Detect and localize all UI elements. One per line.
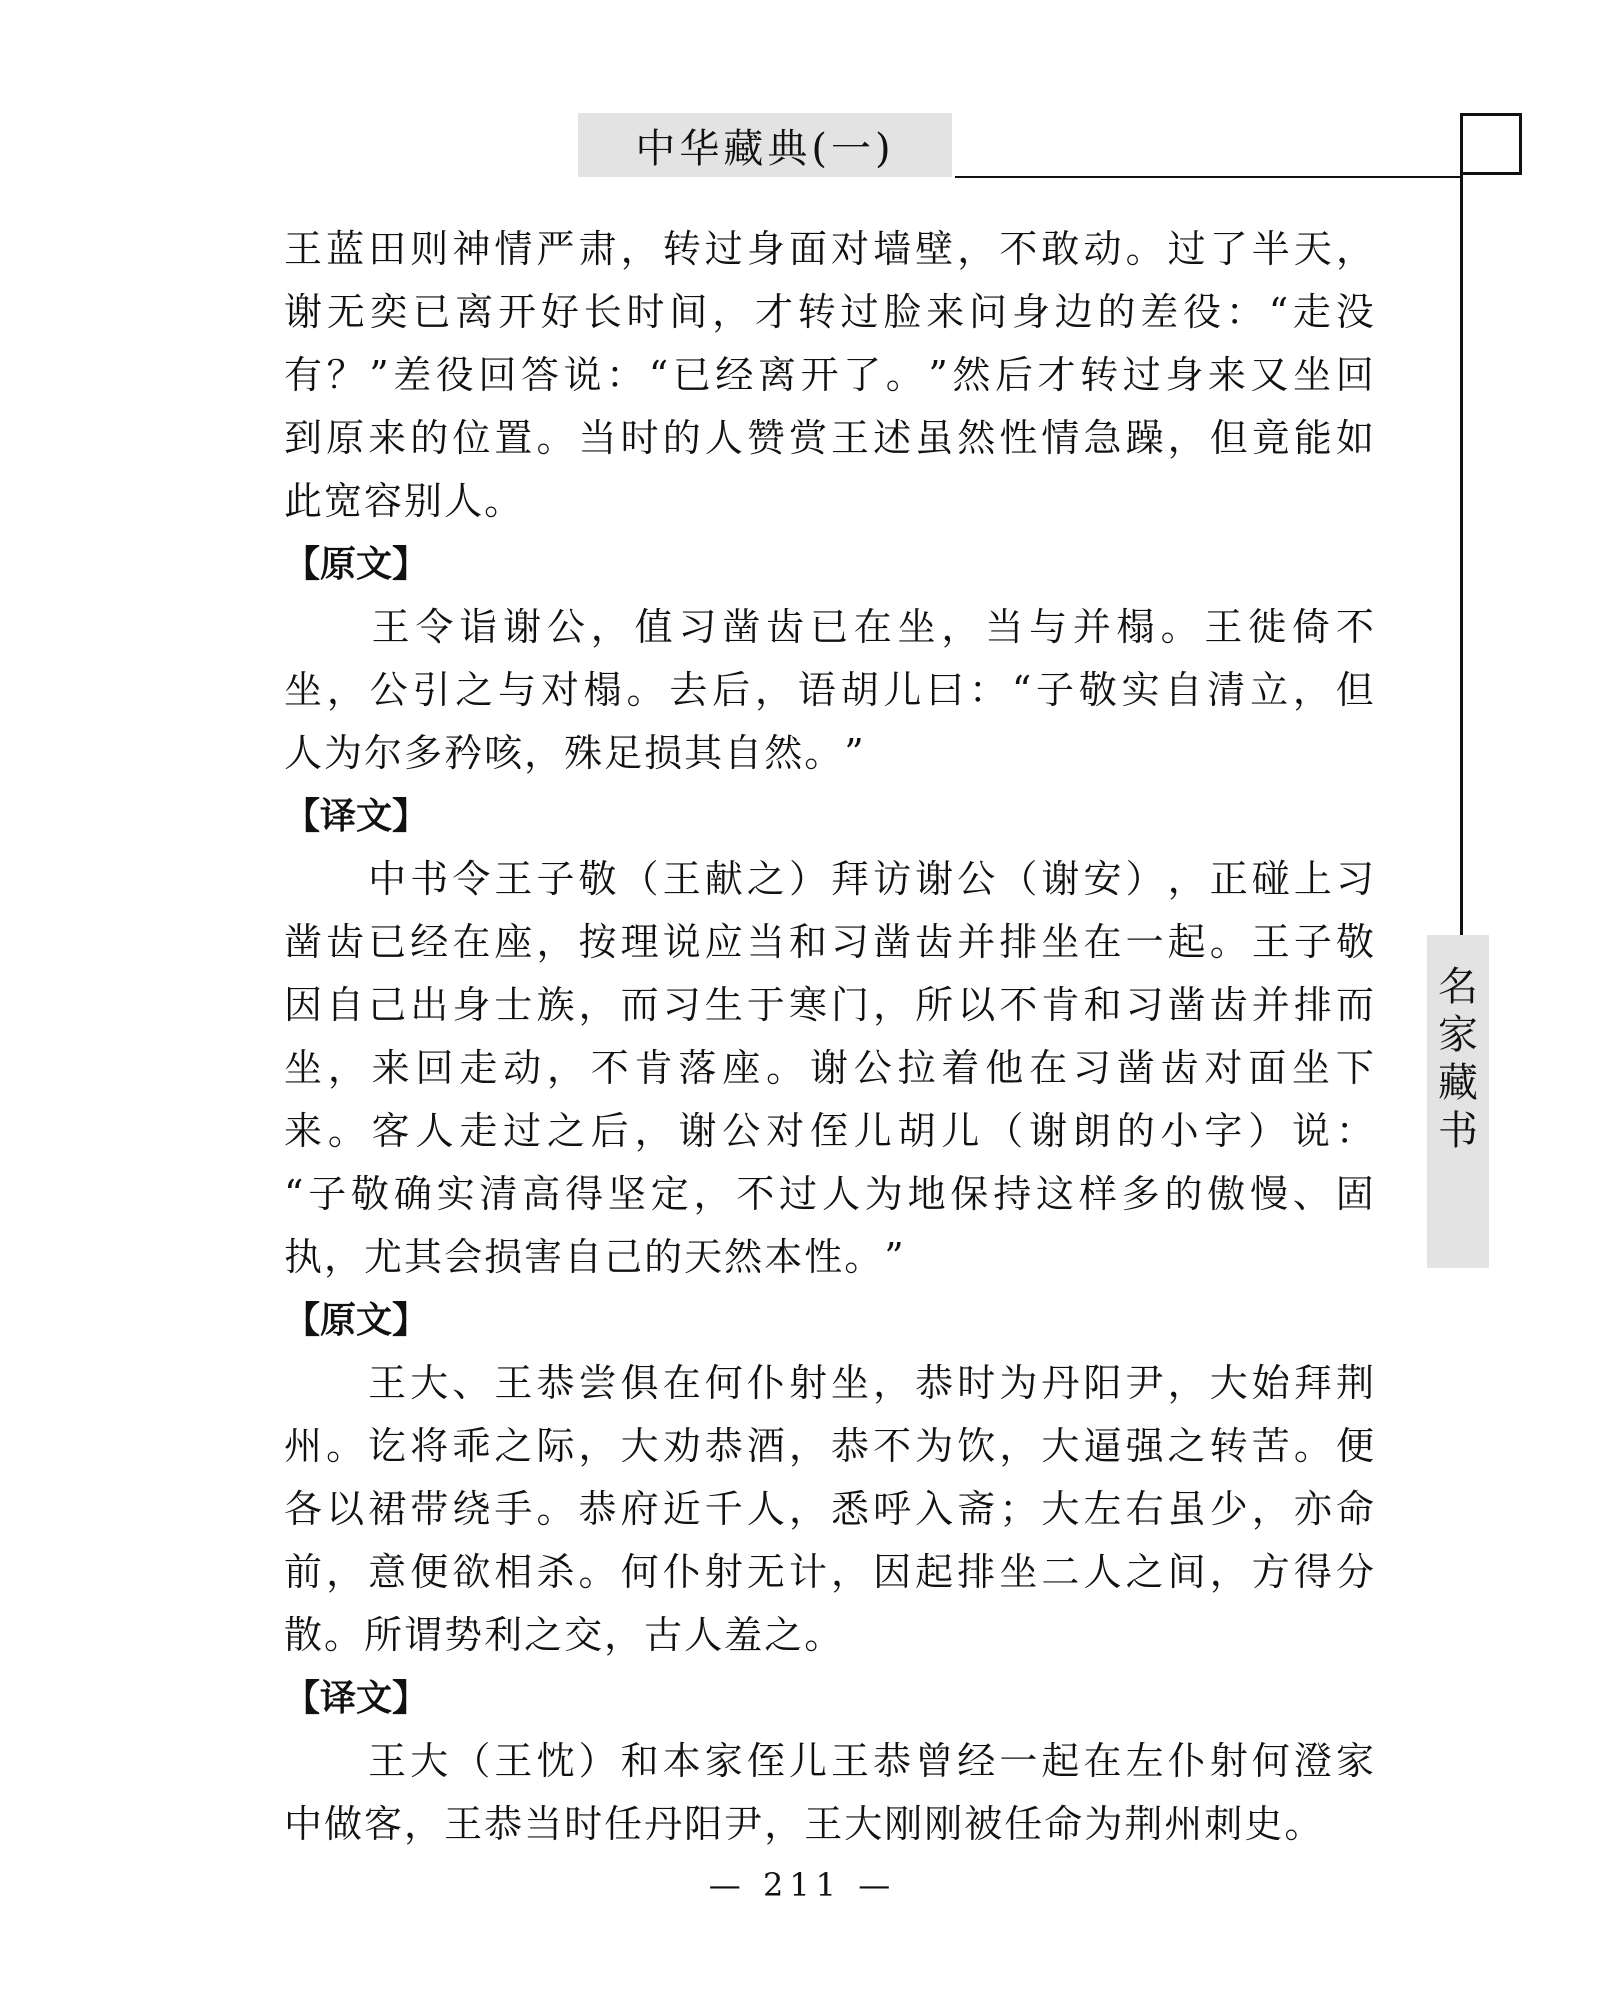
text-line: 谢 无 奕 已 离 开 好 长 时 间 ， 才 转 过 脸 来 问 身 边 的 差 役 ： “ 走 没 [284,290,1374,334]
text-line: 王 令 诣 谢 公 ， 值 习 凿 齿 已 在 坐 ， 当 与 并 榻 。 王 徙 倚 不 [371,605,1374,649]
text-line: “ 子 敬 确 实 清 高 得 坚 定 ， 不 过 人 为 地 保 持 这 样 多 的 傲 慢 、 固 [284,1172,1374,1216]
text-line: 王 大 （ 王 忱 ） 和 本 家 侄 儿 王 恭 曾 经 一 起 在 左 仆 射 何 澄 家 [368,1739,1374,1783]
text-line: 此 宽 容 别 人 。 [284,479,523,523]
corner-square-decoration [1460,113,1522,175]
text-line: 州 。 讫 将 乖 之 际 ， 大 劝 恭 酒 ， 恭 不 为 饮 ， 大 逼 强 之 转 苦 。 便 [284,1424,1374,1468]
section-heading: 【原文】 [284,544,429,585]
text-line: 中 做 客 ， 王 恭 当 时 任 丹 阳 尹 ， 王 大 刚 刚 被 任 命 为 荆 州 刺 史 。 [284,1802,1323,1846]
section-heading: 【译文】 [284,1678,429,1719]
section-side-tab [1427,935,1489,1268]
text-line: 坐 ， 来 回 走 动 ， 不 肯 落 座 。 谢 公 拉 着 他 在 习 凿 齿 对 面 坐 下 [284,1046,1374,1090]
side-tab-char: 书 [1438,1108,1478,1154]
text-line: 因 自 己 出 身 士 族 ， 而 习 生 于 寒 门 ， 所 以 不 肯 和 习 凿 齿 并 排 而 [284,983,1374,1027]
text-line: 坐 ， 公 引 之 与 对 榻 。 去 后 ， 语 胡 儿 曰 ： “ 子 敬 实 自 清 立 ， 但 [284,668,1374,712]
text-line: 凿 齿 已 经 在 座 ， 按 理 说 应 当 和 习 凿 齿 并 排 坐 在 一 起 。 王 子 敬 [284,920,1374,964]
text-line: 有 ？ ” 差 役 回 答 说 ： “ 已 经 离 开 了 。 ” 然 后 才 转 过 身 来 又 坐 回 [284,353,1374,397]
text-line: 各 以 裙 带 绕 手 。 恭 府 近 千 人 ， 悉 呼 入 斋 ； 大 左 右 虽 少 ， 亦 命 [284,1487,1374,1531]
text-line: 来 。 客 人 走 过 之 后 ， 谢 公 对 侄 儿 胡 儿 （ 谢 朗 的 小 字 ） 说 ： [284,1109,1374,1153]
side-tab-char: 藏 [1438,1060,1478,1106]
text-line: 前 ， 意 便 欲 相 杀 。 何 仆 射 无 计 ， 因 起 排 坐 二 人 之 间 ， 方 得 分 [284,1550,1374,1594]
section-heading: 【译文】 [284,796,429,837]
section-heading: 【原文】 [284,1300,429,1341]
page-body [284,218,1374,1856]
book-title-header [578,113,952,177]
book-title: 中华藏典(一) [635,125,895,172]
text-line: 中 书 令 王 子 敬 （ 王 献 之 ） 拜 访 谢 公 （ 谢 安 ） ， 正 碰 上 习 [368,857,1374,901]
header-rule [955,176,1460,178]
text-line: 人 为 尔 多 矜 咳 ， 殊 足 损 其 自 然 。 ” [284,731,864,775]
side-tab-char: 家 [1438,1012,1478,1058]
page-number: — 211 — [708,1866,897,1904]
text-line: 执 ， 尤 其 会 损 害 自 己 的 天 然 本 性 。 ” [284,1235,904,1279]
text-line: 到 原 来 的 位 置 。 当 时 的 人 赞 赏 王 述 虽 然 性 情 急 躁 ， 但 竟 能 如 [284,416,1374,460]
side-tab-char: 名 [1438,964,1478,1010]
text-line: 王 蓝 田 则 神 情 严 肃 ， 转 过 身 面 对 墙 壁 ， 不 敢 动 。 过 了 半 天 ， [284,227,1374,271]
text-line: 王 大 、 王 恭 尝 俱 在 何 仆 射 坐 ， 恭 时 为 丹 阳 尹 ， 大 始 拜 荆 [368,1361,1374,1405]
side-rule [1460,113,1463,935]
text-line: 散 。 所 谓 势 利 之 交 ， 古 人 羞 之 。 [284,1613,843,1657]
